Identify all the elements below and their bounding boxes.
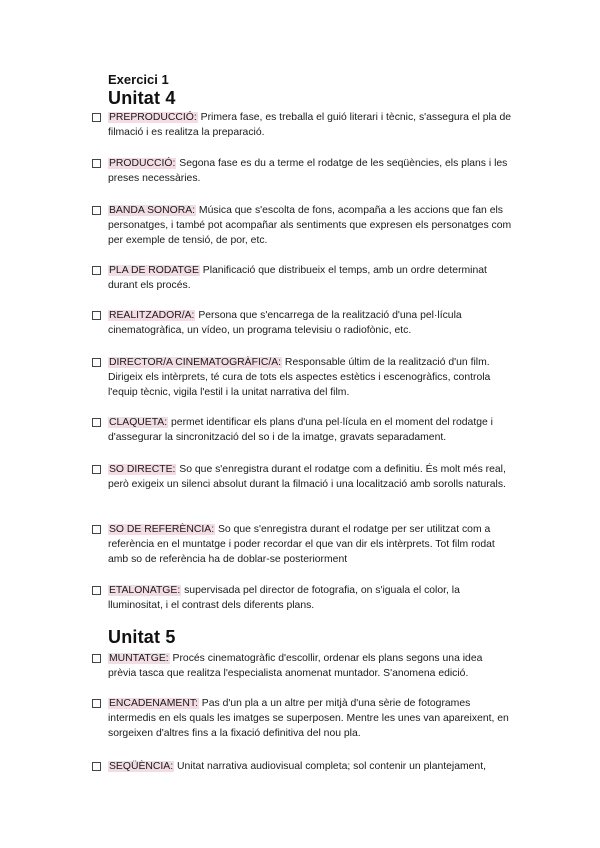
checkbox[interactable] (92, 311, 101, 320)
definition: Persona que s'encarrega de la realització d'una pel·lícula cinematogràfica, un vídeo, un programa televisiu o radiofònic, etc. (108, 310, 462, 337)
checklist-item-etalonatge (92, 583, 512, 613)
definition: So que s'enregistra durant el rodatge per ser utilitzat com a referència en el muntatge i poder recordar el que van dir els intèrprets. Tot film rodat amb so de referència ha de doblar-se posteriorment (108, 524, 495, 566)
term-highlight: PLA DE RODATGE (109, 265, 199, 276)
checklist-item-so-directe (92, 462, 512, 492)
definition: Música que s'escolta de fons, acompaña a les accions que fan els personatges, i també pot acompañar als sentiments que expresen els personatges com per exemple de tensió, de por, etc. (108, 205, 512, 247)
item-text (108, 156, 512, 186)
checkbox[interactable] (92, 654, 101, 663)
term-highlight: SO DE REFERÈNCIA: (109, 524, 215, 535)
definition: Responsable últim de la realització d'un film. Dirigeix els intèrprets, té cura de tots els aspectes estètics i escenogràfics, controla l'equip tècnic, vigila l'estil i la unitat narrativa del film. (108, 357, 491, 399)
checkbox[interactable] (92, 699, 101, 708)
term-highlight: PREPRODUCCIÓ: (109, 112, 197, 123)
section-title-unitat-4: Unitat 4 (108, 88, 176, 108)
section-title-unitat-5: Unitat 5 (108, 627, 176, 647)
checkbox[interactable] (92, 465, 101, 474)
item-text (108, 462, 512, 492)
item-text (108, 355, 512, 401)
checklist-item-claqueta (92, 415, 512, 445)
checkbox[interactable] (92, 113, 101, 122)
item-text (108, 308, 512, 338)
term-highlight: ENCADENAMENT: (109, 698, 198, 709)
definition: So que s'enregistra durant el rodatge com a definitiu. És molt més real, però exigeix un silenci absolut durant la filmació i una localització amb sorolls naturals. (108, 464, 506, 491)
checklist-item-muntatge (92, 651, 512, 681)
checklist-item-encadenament (92, 696, 512, 742)
checklist-item-preproduccio (92, 110, 512, 140)
definition: Unitat narrativa audiovisual completa; sol contenir un plantejament, (174, 761, 486, 772)
term-highlight: DIRECTOR/A CINEMATOGRÀFIC/A: (109, 357, 282, 368)
term-highlight: MUNTATGE: (109, 653, 169, 664)
item-text (108, 583, 512, 613)
item-text (108, 110, 512, 140)
term-highlight: CLAQUETA: (109, 417, 168, 428)
term-highlight: SO DIRECTE: (109, 464, 176, 475)
term-highlight: SEQÜÈNCIA: (109, 761, 174, 772)
item-text (108, 759, 512, 774)
definition: supervisada pel director de fotografia, on s'iguala el color, la lluminositat, i el contrast dels diferents plans. (108, 585, 460, 612)
checklist-item-pla-de-rodatge (92, 263, 512, 293)
checklist-item-realitzador (92, 308, 512, 338)
term-highlight: ETALONATGE: (109, 585, 181, 596)
item-text (108, 415, 512, 445)
item-text (108, 696, 512, 742)
checkbox[interactable] (92, 206, 101, 215)
definition: Pas d'un pla a un altre per mitjà d'una sèrie de fotogrames intermedis en els quals les imatges se superposen. Mentre les unes van apareixent, en sorgeixen d'altres fins a la fixació definitiva del nou pla. (108, 698, 509, 740)
checkbox[interactable] (92, 266, 101, 275)
checkbox[interactable] (92, 358, 101, 367)
checklist-item-so-de-referencia (92, 522, 512, 568)
exercise-title: Exercici 1 (108, 72, 169, 87)
term-highlight: BANDA SONORA: (109, 205, 196, 216)
checklist-item-director-cinematografic (92, 355, 512, 401)
definition: Planificació que distribueix el temps, amb un ordre determinat durant els procés. (108, 265, 487, 292)
checkbox[interactable] (92, 762, 101, 771)
definition: Segona fase es du a terme el rodatge de les seqüències, els plans i les preses necessàries. (108, 158, 508, 185)
checkbox[interactable] (92, 586, 101, 595)
checklist-item-banda-sonora (92, 203, 512, 249)
definition: Procés cinematogràfic d'escollir, ordenar els plans segons una idea prèvia tasca que realitza l'especialista anomenat muntador. S'anomena edició. (108, 653, 483, 680)
checkbox[interactable] (92, 159, 101, 168)
checkbox[interactable] (92, 525, 101, 534)
checkbox[interactable] (92, 418, 101, 427)
item-text (108, 522, 512, 568)
checklist-item-produccio (92, 156, 512, 186)
term-highlight: PRODUCCIÓ: (109, 158, 176, 169)
item-text (108, 203, 512, 249)
item-text (108, 263, 512, 293)
definition: Primera fase, es treballa el guió literari i tècnic, s'assegura el pla de filmació i es realitza la preparació. (108, 112, 512, 139)
checklist-item-sequencia (92, 759, 512, 774)
term-highlight: REALITZADOR/A: (109, 310, 195, 321)
definition: permet identificar els plans d'una pel·lícula en el moment del rodatge i d'assegurar la sincronització del so i de la imatge, gravats separadament. (108, 417, 493, 444)
item-text (108, 651, 512, 681)
